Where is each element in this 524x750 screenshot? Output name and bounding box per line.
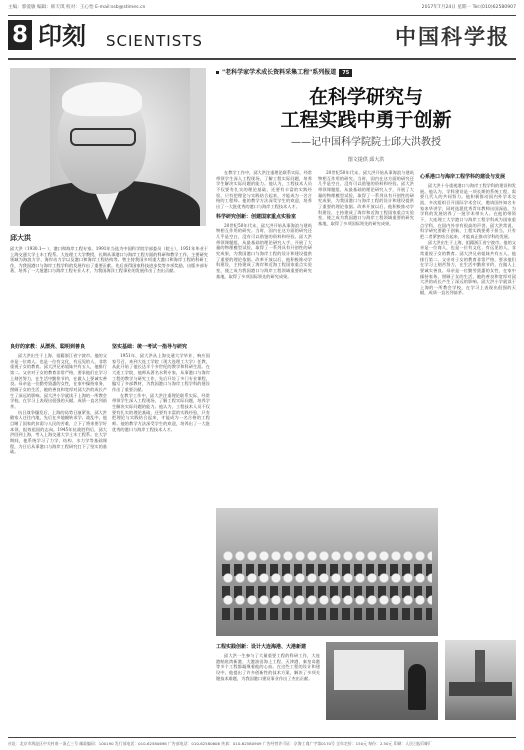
lecture-photo [326, 642, 438, 720]
headline-line-2: 工程实践中勇于创新 [280, 109, 452, 131]
paragraph: 抗日战争爆发后，上海的局势日渐紧张，邱大洪随家人迁往内地，先后在多地辗转求学。战乱中，他目睹了国家的贫弱与人民的苦难，立下了将来要学好本领、报效祖国的志向。1945年抗战胜利后，邱大洪回到上海，考入上海交通大学土木工程系。在大学期间，他系统学习了力学、结构、水力学等基础课程，为日后从事港口与海岸工程研究打下了坚实的基础。 [10, 409, 107, 455]
paragraph: 20世纪50年代末，邱大洪开始从事海浪与建筑物相互作用的研究。当时，国内在这方面的研究还几乎是空白，没有可以借鉴的资料和经验。邱大洪带领课题组，从最基础的理论研究入手，开展了大量的物理模型试验，取得了一系列具有开创性的研究成果，为我国港口与海岸工程的设计和建设提供了重要的理论依据。改革开放以后，他积极推动学科建设，主持建成了海岸和近海工程国家重点实验室，使之成为我国港口与海岸工程领域重要的研究基地，取得了多项国际领先的研究成果。 [216, 222, 312, 279]
paragraph: 1951年，邱大洪从上海交通大学毕业，响应国家号召，来到大连工学院（现大连理工大学）任教，从此开始了他长达半个多世纪的教学和科研生涯。在大连工学院，他师从著名水利专家，从事港口与海岸工程的教学与研究工作，先后开设了多门专业课程，编写了多部教材，为我国港口与海岸工程学科的建设作出了重要贡献。 [112, 353, 210, 392]
paragraph: 在教学工作中，邱大洪注重理论联系实际，经常带领学生深入工程现场，了解工程实际问题，培养学生解决实际问题的能力。他认为，工程技术人员不仅要有扎实的理论基础，还要有丰富的实践经验，只有把理论与实践结合起来，才能成为一名合格的工程师。他的教学方法深受学生的欢迎，培养出了一大批优秀的港口与海岸工程技术人才。 [112, 392, 210, 432]
bullet-icon [216, 71, 219, 74]
portrait-caption: 邱大洪 [10, 234, 31, 242]
article-subheadline: ——记中国科学院院士邱大洪教授 [291, 137, 441, 148]
section-heading: 良好的家教：从漂亮、聪明到善良 [10, 344, 86, 350]
section-heading: 坚实基础：统一考试一指导与研究 [112, 344, 188, 350]
paragraph: 20世纪50年代末，邱大洪开始从事海浪与建筑物相互作用的研究。当时，国内在这方面的研究还几乎是空白，没有可以借鉴的资料和经验。邱大洪带领课题组，从最基础的理论研究入手，开展了大量的物理模型试验，取得了一系列具有开创性的研究成果，为我国港口与海岸工程的设计和建设提供了重要的理论依据。改革开放以后，他积极推动学科建设，主持建成了海岸和近海工程国家重点实验室，使之成为我国港口与海岸工程领域重要的研究基地，取得了多项国际领先的研究成果。 [318, 170, 414, 226]
footer-rule [8, 737, 516, 738]
series-label [216, 68, 516, 80]
article-headline [216, 86, 516, 132]
group-photo [216, 508, 438, 636]
portrait-photo [10, 68, 206, 226]
column-2 [112, 340, 210, 735]
paragraph: 邱大洪十分重视港口与海岸工程学科的建设和发展。他认为，学科建设是一项长期的系统工程，需要几代人的共同努力。他积极推动国内外学术交流，多次组织召开国际学术会议，邀请国外知名专家来华讲学，同时选派优秀青年教师出国深造，为学科的发展培养了一批学术带头人。在他的带领下，大连理工大学港口与海岸工程学科成为国家重点学科，在国内外享有很高的声誉。邱大洪常说，科学研究要敢于创新，工程实践要勇于担当，只有把二者紧密结合起来，才能真正推动学科的发展。 [420, 183, 516, 239]
page-footer: 社址：北京市海淀区中关村南一条乙三号 邮政编码：100190 发行部电话：010-62580698 广告部电话：010-62580606 传真：010-62580909 广告经营许可证：京海工商广字第0170号 全年定价：150元 每份：2.50元 印刷：人民日报印刷厂 [8, 741, 433, 746]
newspaper-masthead: 中国科学报 [395, 24, 510, 49]
article-byline: 图文提供 邱大洪 [347, 157, 385, 163]
page-header [8, 18, 516, 56]
section-number: 8 [8, 20, 32, 50]
top-rule [8, 15, 516, 16]
scientist-bio: 邱大洪（1930.1— ），港口和海岸工程专家。1991年当选为中国科学院学部委员（院士），1951年毕业于上海交通大学土木工程系。大连理工大学教授，长期从事港口与海岸工程方面的科研和教学工作，主要研究领域为海浪力学、海岸动力学以及港口和海岸工程结构等。曾主持我国多项重大港口和海岸工程的科研工作，为我国港口与海岸工程学科的发展作出了重要贡献。先后获得国家科技进步奖等多项奖励，出版多部专著，培养了一大批港口与海岸工程专业人才，为我国海洋工程事业的发展作出了杰出贡献。 [10, 246, 208, 274]
section-title: 印刻 [38, 21, 86, 50]
editor-info: 主编：郭爱敏 编辑：韩天琪 校对：王心怡 E-mail:ssb@stimes.cn [8, 5, 146, 10]
column-1 [10, 340, 107, 735]
date-info: 2017年7月24日 星期一 Tel:(010)62580907 [421, 5, 516, 10]
section-heading: 科学研究创新：创建国家重点实验室 [216, 213, 297, 220]
headline-line-1: 在科学研究与 [308, 86, 423, 108]
header-rule [8, 58, 516, 60]
port-photo [445, 640, 516, 720]
series-number: 75 [339, 69, 352, 77]
series-text: "老科学家学术成长资料采集工程"系列报道 [222, 69, 337, 76]
section-english-title: SCIENTISTS [106, 32, 203, 50]
section-heading: 心系港口与海岸工程学科的建设与发展 [420, 174, 506, 180]
paragraph: 邱大洪出生于上海，祖籍浙江省宁波市。他的父亲是一位商人，也是一位有文化、有远见的人，非常重视子女的教育。邱大洪兄弟姐妹共有五人，他排行第二。父亲对子女的教育非常严格，要求他们在学习上刻苦努力，在生活中勤俭节约，在做人上要诚实善良。母亲是一位勤劳贤惠的女性，在家中操持家务，照顾子女的生活，她的善良和宽厚对邱大洪的成长产生了深远的影响。邱大洪小学就读于上海的一所教会学校，在学习上表现出很强的天赋，成绩一直名列前茅。 [420, 239, 516, 296]
paragraph: 在教学工作中，邱大洪注重理论联系实际，经常带领学生深入工程现场，了解工程实际问题，培养学生解决实际问题的能力。他认为，工程技术人员不仅要有扎实的理论基础，还要有丰富的实践经验，只有把理论与实践结合起来，才能成为一名合格的工程师。他的教学方法深受学生的欢迎，培养出了一大批优秀的港口与海岸工程技术人才。 [216, 170, 312, 209]
top-bar [8, 4, 516, 14]
column-3 [216, 170, 312, 502]
section-heading: 工程实践创新：设计大连海港、大港新建 [216, 644, 307, 650]
paragraph: 邱大洪一生参与了大量重要工程的科研工作，大连港鲇鱼湾新港、大港油田海上工程、天津港、秦皇岛港等多个工程都凝聚着他的心血。在这些工程的设计和建设中，他提出了许多创新性的技术方案，解决了多项关键技术难题，为我国港口建设事业作出了杰出贡献。 [216, 653, 320, 681]
column-6 [216, 640, 320, 735]
column-4 [318, 170, 414, 502]
paragraph: 邱大洪出生于上海，祖籍浙江省宁波市。他的父亲是一位商人，也是一位有文化、有远见的人，非常重视子女的教育。邱大洪兄弟姐妹共有五人，他排行第二。父亲对子女的教育非常严格，要求他们在学习上刻苦努力，在生活中勤俭节约，在做人上要诚实善良。母亲是一位勤劳贤惠的女性，在家中操持家务，照顾子女的生活，她的善良和宽厚对邱大洪的成长产生了深远的影响。邱大洪小学就读于上海的一所教会学校，在学习上表现出很强的天赋，成绩一直名列前茅。 [10, 353, 107, 409]
